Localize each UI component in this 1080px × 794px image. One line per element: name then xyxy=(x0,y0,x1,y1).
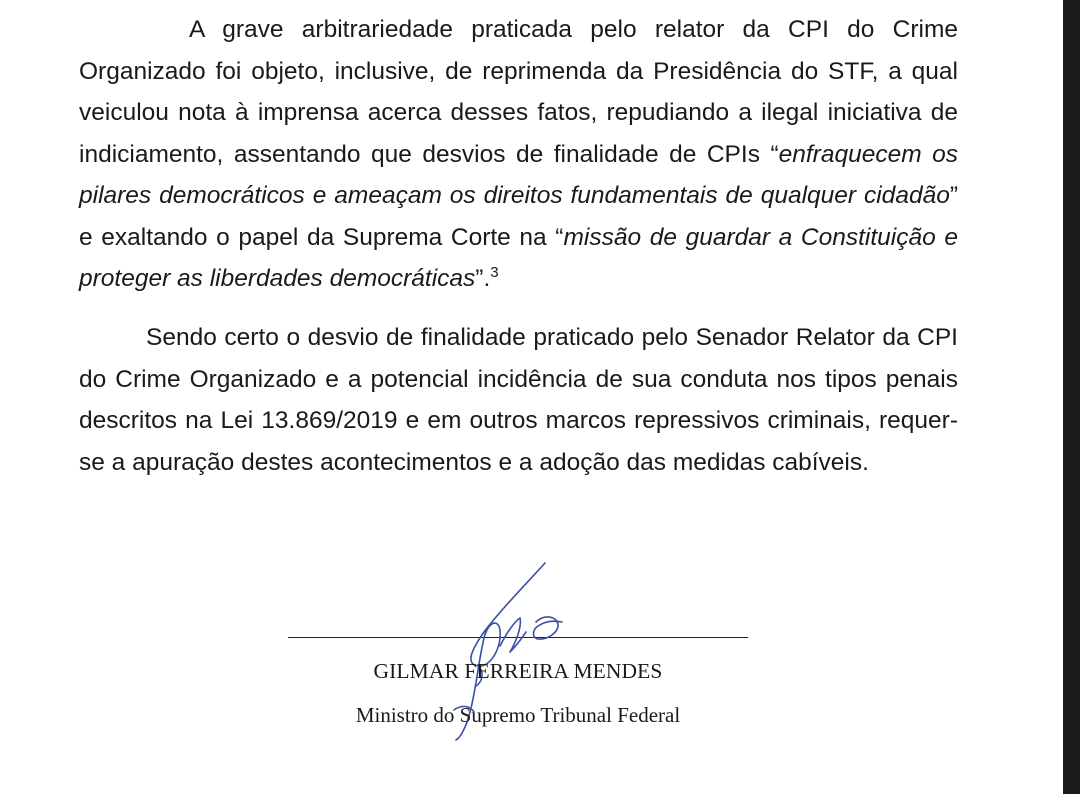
paragraph-1-text-c: ”. xyxy=(475,265,491,292)
paragraph-2 xyxy=(79,317,958,483)
paragraph-1-text-a: A grave arbitrariedade praticada pelo relator da CPI do Crime Organizado foi objeto, inclusive, de reprimenda da Presidência do STF, a qual veiculou nota à imprensa acerca desses fatos, repudiando a ilegal iniciativa de indiciamento, assentando que desvios de finalidade de CPIs “ xyxy=(79,16,958,168)
paragraph-2-text: Sendo certo o desvio de finalidade praticado pelo Senador Relator da CPI do Crime Organizado e a potencial incidência de sua conduta nos tipos penais descritos na Lei 13.869/2019 e em outros marcos repressivos criminais, requer-se a apuração destes acontecimentos e a adoção das medidas cabíveis. xyxy=(79,324,958,476)
signatory-title: Ministro do Supremo Tribunal Federal xyxy=(355,703,681,727)
paragraph-1-text-b: ” e exaltando o papel da Suprema Corte na “ xyxy=(79,182,958,251)
quote-guard-constitution: missão de guardar a Constituição e proteger as liberdades democráticas xyxy=(79,223,958,292)
viewer-edge xyxy=(1063,0,1080,794)
quote-democratic-pillars: enfraquecem os pilares democráticos e ameaçam os direitos fundamentais de qualquer cidadão xyxy=(79,140,959,209)
paragraph-1 xyxy=(79,9,958,300)
footnote-reference[interactable]: 3 xyxy=(490,264,499,281)
signatory-name: GILMAR FERREIRA MENDES xyxy=(373,659,663,683)
